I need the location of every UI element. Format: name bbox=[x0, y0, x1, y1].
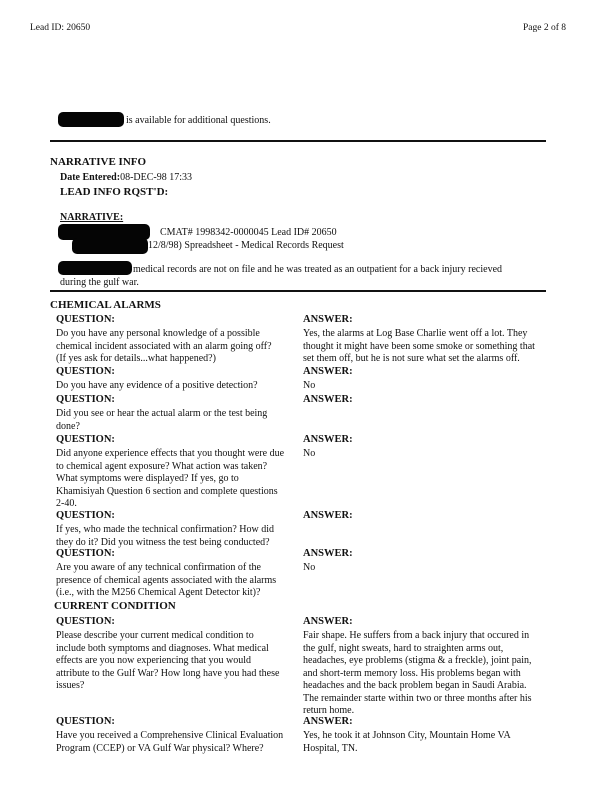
text-line: Fair shape. He suffers from a back injury that occured in bbox=[303, 630, 530, 641]
text-line: effects are you now experiencing that you would bbox=[56, 655, 252, 666]
lead-info-label: LEAD INFO RQST'D: bbox=[60, 186, 169, 198]
question-text bbox=[56, 328, 296, 366]
date-value: 08-DEC-98 17:33 bbox=[120, 172, 193, 183]
answer-text bbox=[303, 630, 573, 718]
question-label: QUESTION: bbox=[56, 434, 115, 445]
text-line: If yes, who made the technical confirmation? How did bbox=[56, 524, 274, 535]
narrative-label: NARRATIVE: bbox=[60, 212, 124, 223]
question-label: QUESTION: bbox=[56, 716, 115, 727]
spreadsheet-line: 12/8/98) Spreadsheet - Medical Records Request bbox=[148, 240, 344, 251]
cmat-line: CMAT# 1998342-0000045 Lead ID# 20650 bbox=[160, 227, 337, 238]
text-line: headaches, eye problems (stigma & a freckle), joint pain, bbox=[303, 655, 532, 666]
text-line: presence of chemical agents associated with the alarms bbox=[56, 574, 277, 586]
redaction-block bbox=[58, 112, 124, 127]
question-label: QUESTION: bbox=[56, 394, 115, 405]
question-text bbox=[56, 448, 284, 511]
date-entered bbox=[60, 172, 192, 185]
text-line: Yes, the alarms at Log Base Charlie went off a lot. They bbox=[303, 328, 528, 339]
answer-text bbox=[303, 328, 563, 366]
text-line: done? bbox=[56, 420, 80, 432]
text-line: Yes, he took it at Johnson City, Mountain Home VA bbox=[303, 730, 511, 741]
answer-text bbox=[303, 730, 511, 755]
narrative-note-1: medical records are not on file and he was treated as an outpatient for a back injury recieved bbox=[133, 264, 503, 275]
text-line: attribute to the Gulf War? How long have you had these bbox=[56, 667, 280, 679]
question-label: QUESTION: bbox=[56, 314, 115, 325]
current-condition-heading: CURRENT CONDITION bbox=[54, 600, 176, 612]
text-line: Do you have any personal knowledge of a possible bbox=[56, 328, 260, 339]
question-text bbox=[56, 730, 283, 755]
text-line: (i.e., with the M256 Chemical Agent Detector kit)? bbox=[56, 587, 261, 598]
answer-label: ANSWER: bbox=[303, 548, 353, 559]
text-line: What symptoms were displayed? If yes, go to bbox=[56, 473, 239, 484]
question-text: Do you have any evidence of a positive detection? bbox=[56, 380, 258, 391]
redaction-block bbox=[58, 261, 132, 275]
answer-label: ANSWER: bbox=[303, 616, 353, 627]
question-label: QUESTION: bbox=[56, 616, 115, 627]
text-line: and short-term memory loss. His problems began with bbox=[303, 667, 521, 679]
question-label: QUESTION: bbox=[56, 366, 115, 377]
answer-label: ANSWER: bbox=[303, 394, 353, 405]
answer-label: ANSWER: bbox=[303, 314, 353, 325]
lead-id-header: Lead ID: 20650 bbox=[30, 23, 91, 33]
redaction-block bbox=[72, 238, 148, 254]
text-line: issues? bbox=[56, 680, 85, 691]
answer-text: No bbox=[303, 562, 316, 573]
text-line: Khamisiyah Question 6 section and complete questions bbox=[56, 485, 278, 497]
text-line: the gulf, night sweats, hard to straighten arms out, bbox=[303, 642, 504, 654]
divider bbox=[50, 290, 546, 292]
text-line: Hospital, TN. bbox=[303, 742, 358, 754]
answer-label: ANSWER: bbox=[303, 716, 353, 727]
narrative-info-title: NARRATIVE INFO bbox=[50, 156, 147, 168]
text-line: chemical incident associated with an alarm going off? bbox=[56, 340, 272, 352]
answer-label: ANSWER: bbox=[303, 366, 353, 377]
answer-text: No bbox=[303, 380, 316, 391]
chemical-alarms-heading: CHEMICAL ALARMS bbox=[50, 299, 161, 311]
text-line: 2-40. bbox=[56, 498, 77, 509]
text-line: Please describe your current medical condition to bbox=[56, 630, 254, 641]
text-line: Have you received a Comprehensive Clinical Evaluation bbox=[56, 730, 284, 741]
question-label: QUESTION: bbox=[56, 548, 115, 559]
question-text bbox=[56, 562, 276, 600]
text-line: Did anyone experience effects that you thought were due bbox=[56, 448, 285, 459]
page-number: Page 2 of 8 bbox=[523, 23, 567, 33]
answer-text: No bbox=[303, 448, 316, 459]
text-line: headaches and the back problem began in Saudi Arabia. bbox=[303, 680, 527, 691]
contact-line: is available for additional questions. bbox=[126, 115, 271, 126]
narrative-note-2: during the gulf war. bbox=[60, 277, 139, 288]
text-line: thought it might have been some smoke or something that bbox=[303, 340, 535, 352]
text-line: set them off, but he is not sure what set the alarms off. bbox=[303, 353, 520, 364]
question-text bbox=[56, 524, 274, 549]
answer-label: ANSWER: bbox=[303, 510, 353, 521]
text-line: Program (CCEP) or VA Gulf War physical? Where? bbox=[56, 742, 264, 754]
text-line: Are you aware of any technical confirmation of the bbox=[56, 562, 261, 573]
answer-label: ANSWER: bbox=[303, 434, 353, 445]
text-line: The remainder starte within two or three months after his bbox=[303, 692, 532, 704]
text-line: Did you see or hear the actual alarm or the test being bbox=[56, 408, 268, 419]
question-text bbox=[56, 408, 267, 433]
question-text bbox=[56, 630, 279, 693]
date-label: Date Entered: bbox=[60, 172, 121, 183]
text-line: (If yes ask for details...what happened?) bbox=[56, 353, 216, 364]
text-line: return home. bbox=[303, 705, 355, 716]
divider bbox=[50, 140, 546, 142]
question-label: QUESTION: bbox=[56, 510, 115, 521]
text-line: they do it? Did you witness the test being conducted? bbox=[56, 536, 270, 548]
text-line: to chemical agent exposure? What action was taken? bbox=[56, 460, 268, 472]
text-line: include both symptoms and diagnoses. What medical bbox=[56, 642, 269, 654]
